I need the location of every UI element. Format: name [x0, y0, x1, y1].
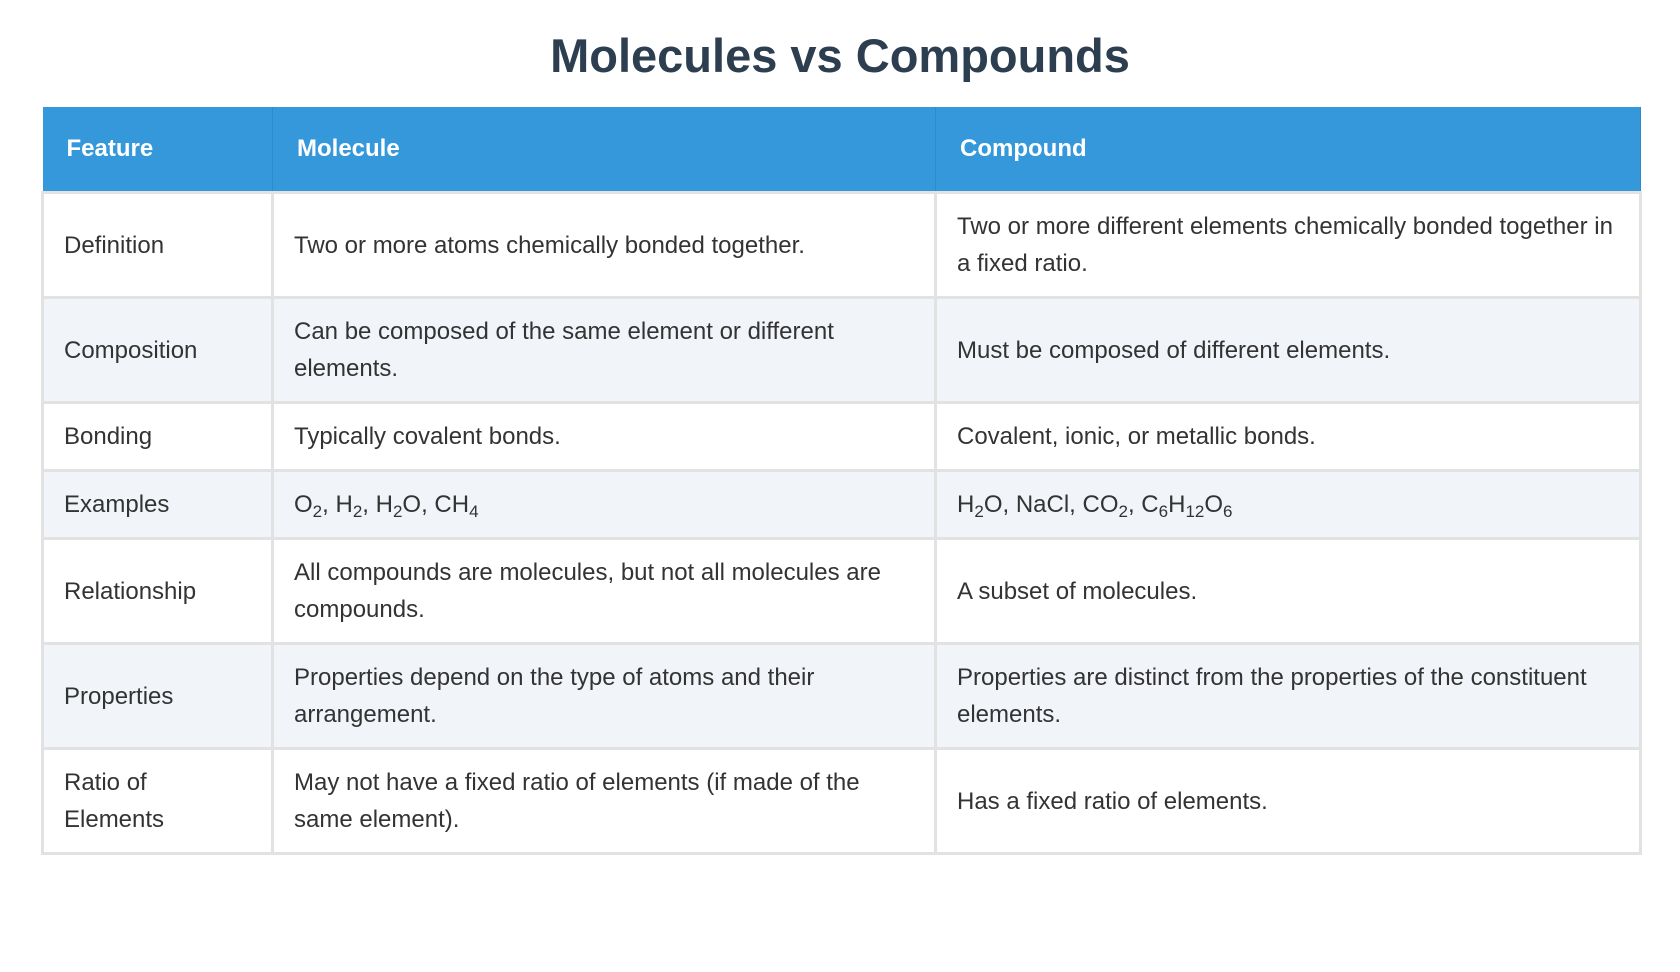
compound-cell: Two or more different elements chemically bonded together in a fixed ratio.: [936, 193, 1641, 298]
molecule-examples-cell: $O_2$, $H_2$, $H_2O$, $CH_4$: [273, 471, 936, 539]
table-row: [43, 539, 1641, 644]
molecule-cell: May not have a fixed ratio of elements (if made of the same element).: [273, 749, 936, 854]
table-row: [43, 403, 1641, 471]
molecule-cell: Properties depend on the type of atoms and their arrangement.: [273, 644, 936, 749]
compound-cell: Has a fixed ratio of elements.: [936, 749, 1641, 854]
molecule-cell: Two or more atoms chemically bonded together.: [273, 193, 936, 298]
feature-cell: Definition: [43, 193, 273, 298]
molecule-cell: All compounds are molecules, but not all molecules are compounds.: [273, 539, 936, 644]
feature-cell: Relationship: [43, 539, 273, 644]
molecule-cell: Can be composed of the same element or different elements.: [273, 298, 936, 403]
table-row: [43, 749, 1641, 854]
compound-cell: Covalent, ionic, or metallic bonds.: [936, 403, 1641, 471]
feature-cell: Ratio of Elements: [43, 749, 273, 854]
feature-cell: Composition: [43, 298, 273, 403]
header-molecule: Molecule: [273, 107, 936, 193]
header-feature: Feature: [43, 107, 273, 193]
table-row: [43, 644, 1641, 749]
page-title: Molecules vs Compounds: [550, 29, 1130, 82]
header-row: [43, 107, 1641, 193]
header-compound: Compound: [936, 107, 1641, 193]
compound-cell: Must be composed of different elements.: [936, 298, 1641, 403]
compound-examples-cell: $H_2O$, NaCl, $CO_2$, $C_6H_{12}O_6$: [936, 471, 1641, 539]
feature-cell: Bonding: [43, 403, 273, 471]
feature-cell: Examples: [43, 471, 273, 539]
molecule-cell: Typically covalent bonds.: [273, 403, 936, 471]
table-row: [43, 471, 1641, 539]
table-row: [43, 298, 1641, 403]
compound-cell: Properties are distinct from the properties of the constituent elements.: [936, 644, 1641, 749]
compound-cell: A subset of molecules.: [936, 539, 1641, 644]
comparison-table: [41, 107, 1642, 855]
feature-cell: Properties: [43, 644, 273, 749]
table-row: [43, 193, 1641, 298]
